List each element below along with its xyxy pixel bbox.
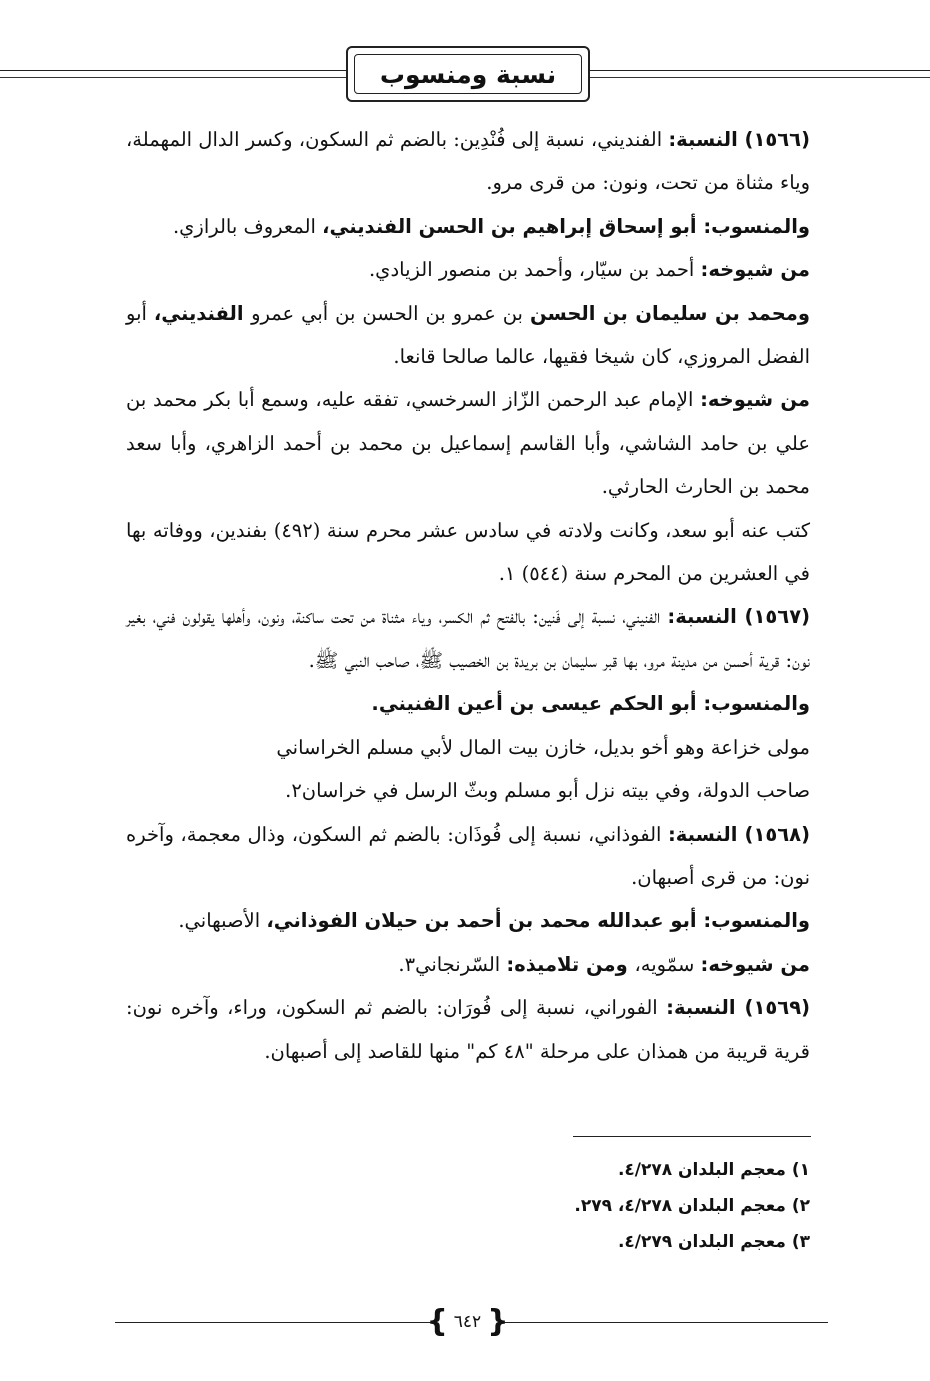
entry-bold: أبو إسحاق إبراهيم بن الحسن الفنديني، (322, 214, 704, 238)
entry-text: بن عمرو بن الحسن بن أبي عمرو (251, 301, 530, 325)
brace-close-icon: } (426, 1304, 448, 1339)
entry-text: الإمام عبد الرحمن الزّاز السرخسي، تفقه عليه، وسمع أبا بكر محمد بن علي بن حامد الشاشي، وأبا القاسم إسماعيل بن محمد بن أحمد الزاهري، وأبا سعد محمد بن الحارث الحارثي. (126, 388, 810, 499)
entry-label: (١٥٦٨) النسبة: (668, 822, 810, 846)
header-title-frame (346, 46, 590, 102)
entry-text: كتب عنه أبو سعد، وكانت ولادته في سادس عشر محرم سنة (٤٩٢) بفندين، ووفاته بها في العشرين من المحرم سنة (٥٤٤) ١. (126, 518, 810, 586)
footnotes (490, 1152, 810, 1260)
entry-text: سمّويه، (634, 952, 701, 976)
entry-text: صاحب الدولة، وفي بيته نزل أبو مسلم وبثّ الرسل في خراسان٢. (285, 779, 810, 803)
entry-text: الأصبهاني. (178, 909, 267, 933)
header-rule-left-top (0, 70, 346, 71)
entry-text: أحمد بن سيّار، وأحمد بن منصور الزيادي. (368, 258, 701, 282)
paragraph-mawla (126, 726, 810, 769)
main-text (126, 118, 810, 1073)
entry-label: من شيوخه: (700, 952, 810, 976)
paragraph-muhammad (126, 292, 810, 379)
entry-bold: ومن تلاميذه: (506, 952, 635, 976)
entry-label: من شيوخه: (700, 388, 811, 412)
entry-label: (١٥٦٧) النسبة: (667, 605, 811, 629)
paragraph-1567 (126, 595, 810, 682)
entry-text: الفنيني، نسبة إلى فَنين: بالفتح ثم الكسر، وياء مثناة من تحت ساكنة، ونون، وأهلها يقولون فني، بغير نون: قرية أحسن من مدينة مرو، بها قبر سليمان بن بريدة بن الخصيب ﷺ، صاحب النبي ﷺ. (126, 605, 810, 672)
entry-bold: أبو عبدالله محمد بن أحمد بن حيلان الفوذاني، (266, 909, 704, 933)
entry-text-2: السّرنجاني٣. (398, 952, 507, 976)
entry-text: المعروف بالرازي. (172, 214, 323, 238)
page-title: نسبة ومنسوب (379, 59, 557, 89)
entry-label: (١٥٦٦) النسبة: (668, 128, 810, 151)
entry-label: والمنسوب: (703, 692, 810, 716)
paragraph-shuyukh-2 (126, 378, 810, 508)
header-rule-right-bottom (590, 77, 930, 78)
header-rule-left-bottom (0, 77, 346, 78)
paragraph-1568 (126, 813, 810, 900)
paragraph-1566 (126, 118, 810, 205)
paragraph-shuyukh-1 (126, 248, 810, 291)
paragraph-birth-death (126, 509, 810, 596)
entry-text: مولى خزاعة وهو أخو بديل، خازن بيت المال لأبي مسلم الخراساني (276, 735, 810, 759)
entry-text: الفوراني، نسبة إلى فُورَان: بالضم ثم السكون، وراء، وآخره نون: قرية قريبة من همذان على مرحلة "٤٨ كم" منها للقاصد إلى أصبهان. (126, 996, 810, 1063)
header-title-inner-frame (354, 54, 582, 94)
brace-open-icon: { (487, 1304, 509, 1339)
paragraph-mansub-1 (126, 205, 810, 248)
entry-bold: أبو الحكم عيسى بن أعين الفنيني. (371, 692, 704, 716)
footer-rule-right (500, 1322, 828, 1323)
entry-text-2: أبو الفضل المروزي، كان شيخا فقيها، عالما صالحا قانعا. (126, 301, 810, 369)
entry-label: والمنسوب: (703, 909, 810, 933)
page-number: ٦٤٢ (453, 1312, 482, 1332)
header-rule-right-top (590, 70, 930, 71)
entry-label: من شيوخه: (700, 258, 810, 282)
entry-text: الفوذاني، نسبة إلى فُوذَان: بالضم ثم السكون، وذال معجمة، وآخره نون: من قرى أصبهان. (126, 822, 810, 889)
paragraph-mansub-3 (126, 899, 810, 942)
footnote-2: ٢) معجم البلدان ٤/٢٧٨، ٢٧٩. (574, 1196, 810, 1216)
footnote-separator (573, 1136, 811, 1137)
entry-text: الفنديني، نسبة إلى فُنْدِين: بالضم ثم السكون، وكسر الدال المهملة، وياء مثناة من تحت، ونون: من قرى مرو. (126, 128, 810, 195)
paragraph-shuyukh-3 (126, 943, 810, 986)
paragraph-mansub-2 (126, 682, 810, 725)
page-number-box (426, 1304, 509, 1340)
footnote-3: ٣) معجم البلدان ٤/٢٧٩. (617, 1232, 810, 1252)
footer-rule-left (115, 1322, 435, 1323)
entry-label: ومحمد بن سليمان بن الحسن (529, 301, 810, 325)
entry-bold: الفنديني، (153, 301, 252, 325)
paragraph-1569 (126, 986, 810, 1073)
footnote-1: ١) معجم البلدان ٤/٢٧٨. (617, 1160, 810, 1180)
paragraph-dawla (126, 769, 810, 812)
entry-label: والمنسوب: (703, 214, 810, 238)
entry-label: (١٥٦٩) النسبة: (666, 996, 811, 1020)
